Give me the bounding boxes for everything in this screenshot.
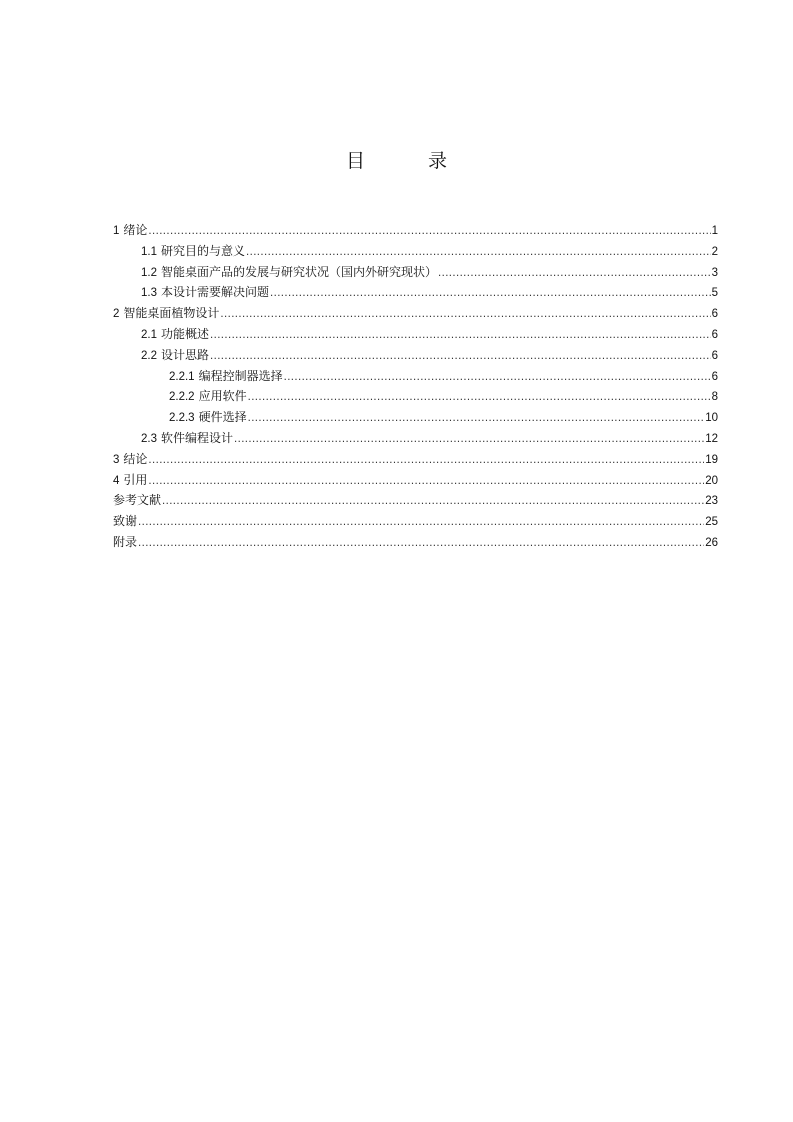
toc-entry[interactable] <box>113 490 718 511</box>
toc-entry-number: 2.3 <box>141 432 157 445</box>
toc-dot-leader <box>148 221 710 242</box>
toc-entry-number: 2.2.1 <box>169 370 195 383</box>
toc-entry[interactable] <box>113 511 718 532</box>
toc-entry[interactable] <box>113 532 718 553</box>
toc-entry-page: 25 <box>705 516 718 529</box>
toc-entry-number: 2.2.3 <box>169 412 195 425</box>
toc-entry-page: 6 <box>711 370 718 383</box>
toc-entry-number: 4 <box>113 474 120 487</box>
toc-entry[interactable] <box>113 324 718 345</box>
toc-entry[interactable] <box>113 241 718 262</box>
toc-entry[interactable] <box>113 220 718 241</box>
toc-entry[interactable] <box>113 282 718 303</box>
toc-entry-number: 2 <box>113 308 120 321</box>
toc-dot-leader <box>210 325 711 346</box>
toc-entry-number: 1.2 <box>141 266 157 279</box>
toc-entry[interactable] <box>113 449 718 470</box>
toc-dot-leader <box>148 450 704 471</box>
toc-entry-label: 软件编程设计 <box>161 430 234 445</box>
toc-entry[interactable] <box>113 386 718 407</box>
toc-entry-label: 功能概述 <box>161 326 210 341</box>
toc-entry-page: 12 <box>705 432 718 445</box>
toc-entry-page: 6 <box>711 349 718 362</box>
toc-entry-number: 1.3 <box>141 287 157 300</box>
toc-entry-page: 19 <box>705 453 718 466</box>
toc-entry-label: 引用 <box>123 472 148 487</box>
toc-entry-page: 20 <box>705 474 718 487</box>
toc-dot-leader <box>270 283 711 304</box>
toc-entry-label: 致谢 <box>113 514 138 529</box>
toc-entry-page: 10 <box>705 412 718 425</box>
toc-entry[interactable] <box>113 303 718 324</box>
toc-entry-label: 智能桌面产品的发展与研究状况（国内外研究现状） <box>161 264 438 279</box>
toc-entry-page: 23 <box>705 495 718 508</box>
toc-entry-number: 2.2.2 <box>169 391 195 404</box>
toc-dot-leader <box>284 367 711 388</box>
toc-entry-page: 26 <box>705 536 718 549</box>
toc-dot-leader <box>210 346 711 367</box>
toc-dot-leader <box>234 429 704 450</box>
toc-entry-number: 1 <box>113 225 120 237</box>
toc-entry-number: 2.1 <box>141 328 157 341</box>
toc-entry[interactable] <box>113 366 718 387</box>
toc-dot-leader <box>162 491 704 512</box>
toc-entry-label: 智能桌面植物设计 <box>123 306 220 321</box>
toc-entry[interactable] <box>113 470 718 491</box>
toc-dot-leader <box>248 387 711 408</box>
toc-dot-leader <box>438 263 711 284</box>
toc-entry-page: 2 <box>711 245 718 258</box>
toc-entry-label: 设计思路 <box>161 347 210 362</box>
toc-entry[interactable] <box>113 345 718 366</box>
toc-entry-label: 参考文献 <box>113 493 162 508</box>
toc-entry-label: 结论 <box>123 451 148 466</box>
toc-dot-leader <box>148 471 704 492</box>
toc-entry-number: 1.1 <box>141 245 157 258</box>
toc-entry-number: 3 <box>113 453 120 466</box>
toc-entry-label: 绪论 <box>123 223 148 237</box>
toc-entry-page: 6 <box>711 328 718 341</box>
toc-entry-number: 2.2 <box>141 349 157 362</box>
toc-dot-leader <box>248 408 705 429</box>
toc-entry-page: 5 <box>711 287 718 300</box>
toc-entry-page: 3 <box>711 266 718 279</box>
toc-entry-label: 附录 <box>113 534 138 549</box>
toc-dot-leader <box>220 304 710 325</box>
toc-entry[interactable] <box>113 262 718 283</box>
toc-entry-page: 8 <box>711 391 718 404</box>
toc-dot-leader <box>138 533 704 554</box>
toc-entry-page: 1 <box>711 225 718 237</box>
toc-entry-label: 本设计需要解决问题 <box>161 285 270 300</box>
toc-entry-label: 硬件选择 <box>198 410 247 425</box>
toc-entry-page: 6 <box>711 308 718 321</box>
toc-entry[interactable] <box>113 407 718 428</box>
toc-dot-leader <box>138 512 704 533</box>
toc-title: 目 录 <box>345 150 469 172</box>
toc-entry[interactable] <box>113 428 718 449</box>
toc-entry-label: 编程控制器选择 <box>198 368 283 383</box>
toc-entry-label: 应用软件 <box>198 389 247 404</box>
toc-dot-leader <box>246 242 711 263</box>
toc-entry-label: 研究目的与意义 <box>161 243 246 258</box>
table-of-contents <box>113 220 718 553</box>
